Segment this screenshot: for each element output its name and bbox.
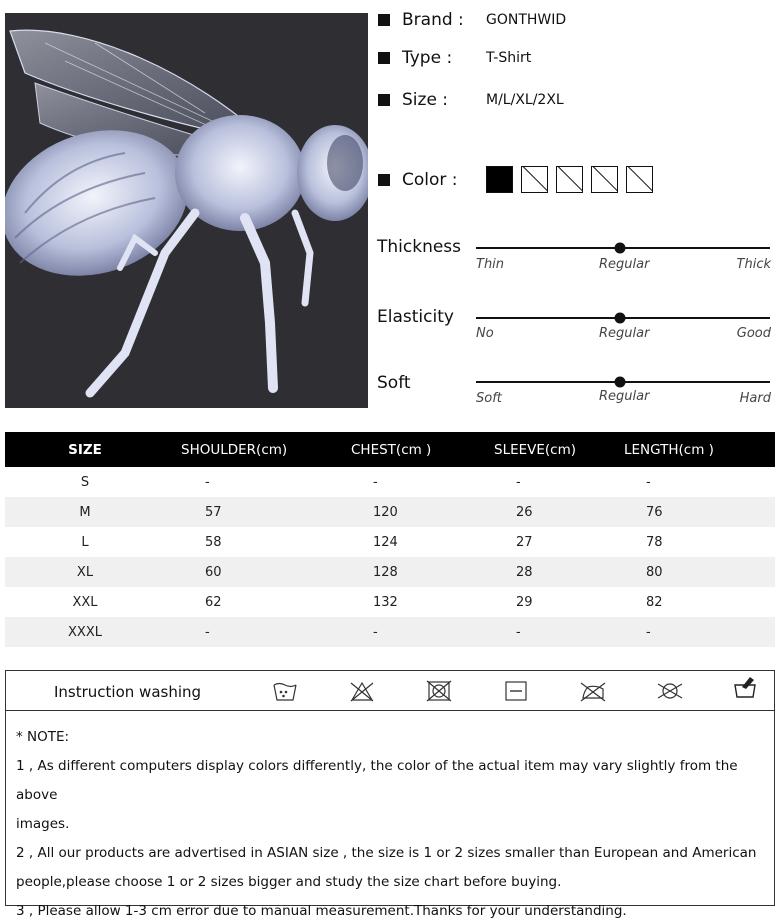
cell-sleeve: - (516, 474, 521, 490)
scale-thickness-mid: Regular (599, 257, 650, 272)
cell-length: 80 (610, 557, 775, 587)
cell-chest: 120 (335, 497, 480, 527)
spec-color (378, 166, 661, 193)
spec-size-key: Size : (402, 90, 449, 110)
cell-length: - (610, 617, 775, 647)
scale-elasticity-mid: Regular (599, 326, 650, 341)
wash-bucket-icon (732, 675, 758, 699)
header-chest: CHEST(cm ) (335, 432, 480, 467)
note-line-1a: 1 , As different computers display colors differently, the color of the actual item may vary slightly from the above (16, 758, 738, 803)
cell-shoulder: 62 (205, 594, 222, 610)
spec-color-key: Color : (402, 169, 458, 190)
scale-thickness-high: Thick (736, 257, 771, 272)
table-row (5, 587, 775, 617)
bullet-icon (378, 94, 390, 106)
table-row (5, 497, 775, 527)
note-line-2b: people,please choose 1 or 2 sizes bigger and study the size chart before buying. (16, 874, 562, 890)
cell-chest: - (335, 617, 480, 647)
scale-soft-low: Soft (476, 391, 502, 406)
note-line-2a: 2 , All our products are advertised in ASIAN size , the size is 1 or 2 sizes smaller than European and American (16, 845, 757, 861)
scale-elasticity-low: No (476, 326, 494, 341)
spec-type-value: T-Shirt (486, 50, 532, 66)
product-image (5, 13, 368, 408)
header-shoulder: SHOULDER(cm) (165, 432, 335, 467)
spec-size (378, 90, 564, 110)
cell-shoulder: 57 (165, 497, 335, 527)
cell-size: XL (5, 557, 165, 587)
scale-soft-key: Soft (377, 373, 411, 393)
no-tumble-dry-icon (426, 679, 452, 703)
cell-length: 82 (646, 594, 663, 610)
scale-thickness-low: Thin (476, 257, 505, 272)
scale-elasticity-indicator (615, 312, 626, 323)
spec-brand-key: Brand : (402, 10, 464, 30)
notes-section (6, 711, 774, 920)
washing-title: Instruction washing (54, 683, 202, 701)
no-dry-clean-icon (657, 679, 683, 703)
washing-notes-box (5, 670, 775, 919)
scale-thickness-indicator (615, 242, 626, 253)
spec-brand-value: GONTHWID (486, 12, 567, 28)
scale-thickness-key: Thickness (377, 237, 462, 257)
cell-shoulder: 60 (165, 557, 335, 587)
color-swatch-black[interactable] (486, 166, 513, 193)
header-length: LENGTH(cm ) (610, 432, 775, 467)
cell-chest: 124 (373, 534, 398, 550)
table-row (5, 527, 775, 557)
size-table (5, 432, 775, 647)
scale-elasticity-high: Good (736, 326, 771, 341)
no-bleach-icon (349, 679, 375, 703)
scale-elasticity-key: Elasticity (377, 307, 454, 327)
cell-shoulder: - (205, 474, 210, 490)
color-swatch-empty[interactable] (521, 166, 548, 193)
cell-length: 76 (610, 497, 775, 527)
cell-size: XXXL (5, 617, 165, 647)
header-size: SIZE (5, 432, 165, 467)
cell-chest: - (373, 474, 378, 490)
cell-sleeve: 26 (480, 497, 610, 527)
size-table-header (5, 432, 775, 467)
cell-chest: 132 (373, 594, 398, 610)
spec-type-key: Type : (402, 48, 453, 68)
scale-soft (377, 373, 773, 413)
cell-size: L (81, 534, 89, 550)
scale-soft-indicator (615, 376, 626, 387)
spec-size-value: M/L/XL/2XL (486, 92, 564, 108)
cell-shoulder: - (165, 617, 335, 647)
header-sleeve: SLEEVE(cm) (480, 432, 610, 467)
scale-soft-high: Hard (739, 391, 771, 406)
cell-length: 78 (646, 534, 663, 550)
spec-brand (378, 10, 566, 30)
cell-sleeve: - (480, 617, 610, 647)
note-line-1b: images. (16, 816, 70, 832)
scale-soft-mid: Regular (599, 389, 650, 404)
color-swatch-empty[interactable] (591, 166, 618, 193)
cell-sleeve: 27 (516, 534, 533, 550)
cell-size: XXL (72, 594, 98, 610)
washing-header (6, 671, 774, 711)
scale-elasticity (377, 307, 773, 347)
note-heading: * NOTE: (16, 729, 70, 745)
color-swatch-empty[interactable] (626, 166, 653, 193)
cell-length: - (646, 474, 651, 490)
cell-size: S (80, 474, 90, 490)
hand-wash-icon (272, 679, 298, 703)
table-row (5, 557, 775, 587)
bullet-icon (378, 14, 390, 26)
bullet-icon (378, 52, 390, 64)
color-swatch-empty[interactable] (556, 166, 583, 193)
cell-shoulder: 58 (205, 534, 222, 550)
no-iron-icon (580, 679, 606, 703)
cell-chest: 128 (335, 557, 480, 587)
bullet-icon (378, 174, 390, 186)
cell-sleeve: 29 (516, 594, 533, 610)
table-row (5, 617, 775, 647)
cell-sleeve: 28 (480, 557, 610, 587)
note-line-3: 3 , Please allow 1-3 cm error due to manual measurement.Thanks for your understanding. (16, 903, 627, 919)
cell-size: M (5, 497, 165, 527)
color-swatches (486, 166, 661, 193)
spec-type (378, 48, 531, 68)
flat-dry-icon (503, 679, 529, 703)
bee-graphic-icon (5, 13, 368, 408)
table-row (5, 467, 775, 497)
scale-thickness (377, 237, 773, 277)
